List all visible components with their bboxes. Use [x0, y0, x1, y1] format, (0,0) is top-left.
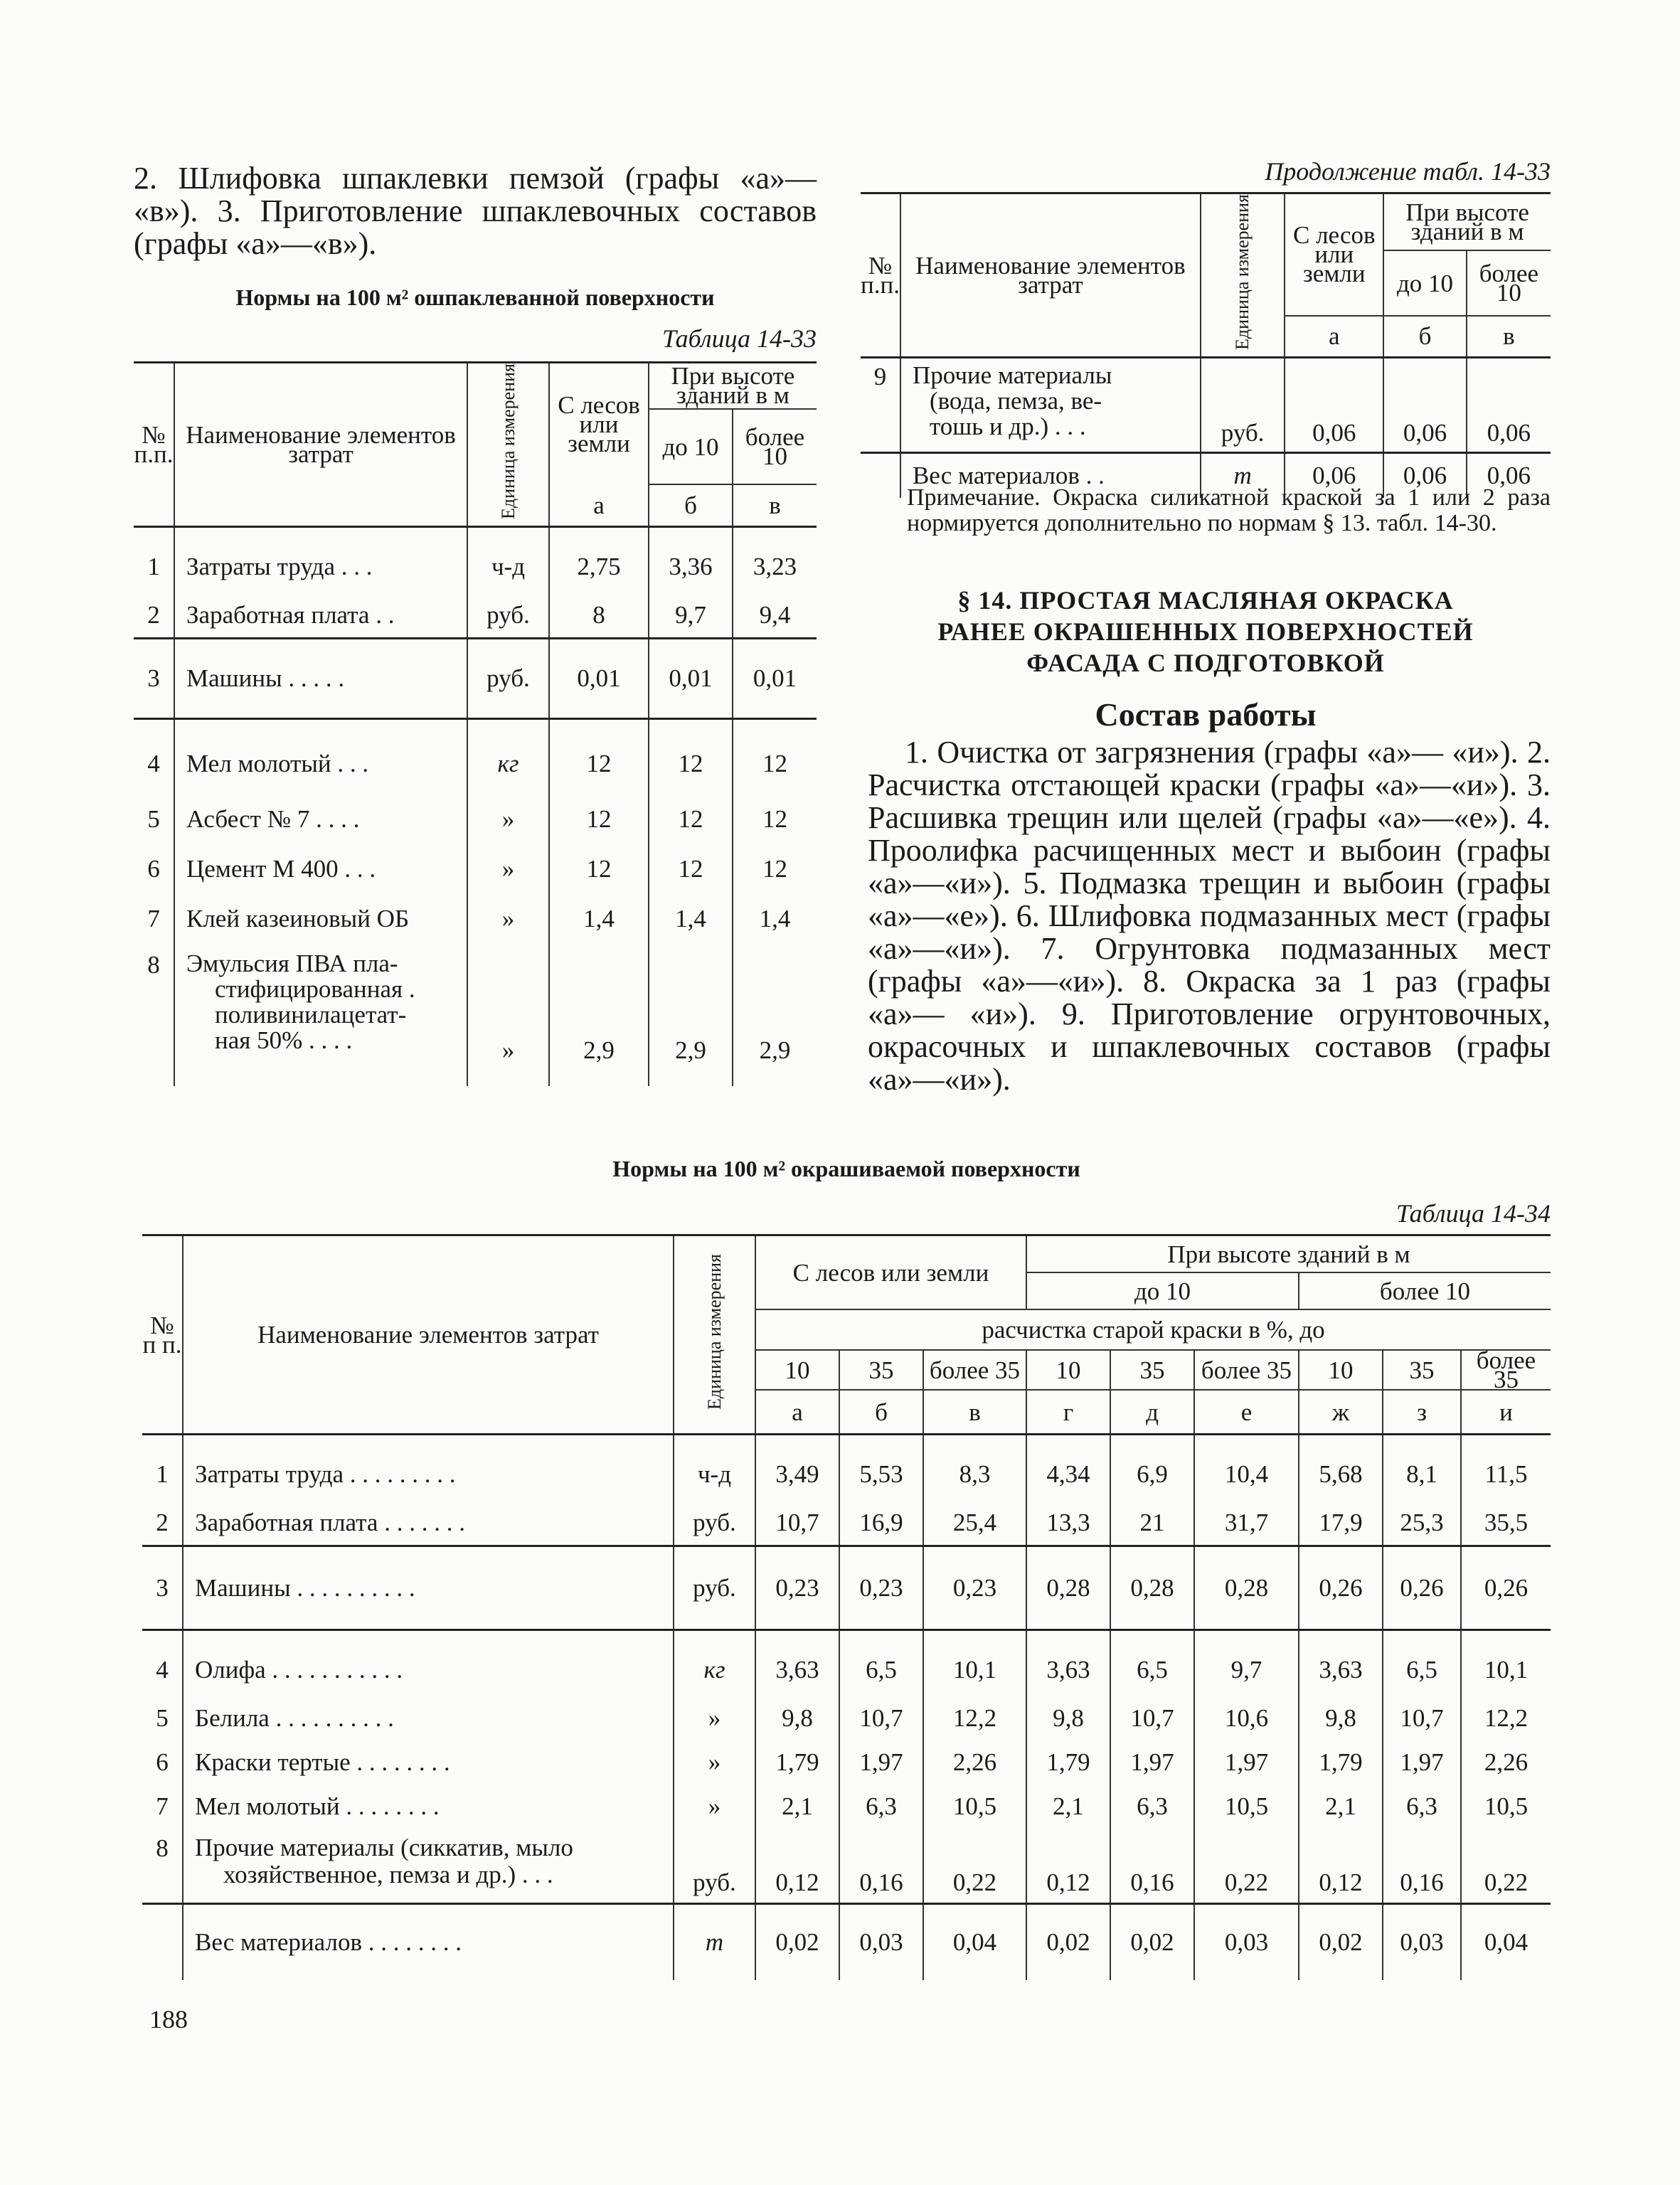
t34-head-unit: Единица измерения	[703, 1253, 725, 1410]
t34-row-name: Мел молотый . . . . . . . .	[183, 1785, 674, 1829]
t34-row-value: 10,5	[1484, 1792, 1529, 1820]
t33-caption: Нормы на 100 м² ошпаклеванной поверхности	[235, 285, 715, 310]
t33-r1-unit: ч-д	[467, 526, 549, 593]
t34-row-value: 25,3	[1383, 1501, 1461, 1546]
t34-row-value: 1,97	[1194, 1740, 1299, 1785]
t34-row-value: 3,63	[1026, 1630, 1110, 1697]
t33-r3-name: Машины . . . . .	[174, 638, 467, 718]
t34-row-name: Заработная плата . . . . . . .	[183, 1501, 674, 1546]
t34-row-value: 1,97	[1110, 1740, 1194, 1785]
t34-weight-value: 0,04	[1484, 1928, 1529, 1956]
t33-r5-v: 12	[762, 804, 787, 833]
t33-r4-v: 12	[762, 750, 787, 778]
t34-row8-line1: Прочие материалы (сиккатив, мыло	[195, 1834, 573, 1861]
t34-row-unit: руб.	[674, 1829, 755, 1904]
t33-r8-line1: Эмульсия ПВА пла-	[186, 949, 398, 977]
t33c-r9-n: 9	[861, 357, 900, 452]
table-row	[142, 1501, 1551, 1546]
t33-r5-b: 12	[649, 794, 733, 844]
intro-text: 2. Шлифовка шпаклевки пемзой (графы «а»— «в»). 3. Приготовление шпаклевочных составов (графы «а»—«в»).	[134, 161, 817, 261]
t34-weight-value: 0,02	[1110, 1904, 1194, 1981]
t33-r8-a: 2,9	[549, 944, 649, 1086]
t34-caption: Нормы на 100 м² окрашиваемой поверхности	[612, 1156, 1080, 1181]
t33-r7-n: 7	[134, 894, 174, 944]
t33c-head-unit: Единица измерения	[1232, 194, 1253, 350]
table-row	[134, 526, 817, 593]
t34-row-value: 10,5	[923, 1785, 1026, 1829]
t34-row-value: 6,3	[839, 1785, 923, 1829]
t34-row-value: 8,1	[1383, 1435, 1461, 1501]
t34-row-unit: »	[674, 1696, 755, 1740]
t33-r3-unit: руб.	[467, 638, 549, 718]
t33-r7-a: 1,4	[549, 894, 649, 944]
t34-row-value: 10,7	[1383, 1696, 1461, 1740]
t33-r6-a: 12	[549, 844, 649, 894]
t34-row-number: 1	[142, 1435, 183, 1501]
t33-r1-b: 3,36	[649, 526, 733, 593]
t34-row-value: 0,22	[923, 1829, 1026, 1904]
t33c-head-name: Наименование элементов затрат	[900, 193, 1201, 358]
t33c-r9-line3: тошь и др.) . . .	[929, 412, 1086, 440]
t33-head-height: При высоте зданий в м	[649, 363, 817, 409]
table-row	[134, 718, 817, 794]
t33-head-ground: С лесов или земли	[549, 363, 649, 485]
table-row	[142, 1630, 1551, 1697]
t33-r5-name: Асбест № 7 . . . .	[174, 794, 467, 844]
t34-row-name: Белила . . . . . . . . . .	[183, 1696, 674, 1740]
t34-row-unit: руб.	[674, 1501, 755, 1546]
t34-row-number: 6	[142, 1740, 183, 1785]
t34-row-value: 5,68	[1299, 1435, 1383, 1501]
t34-row-unit: руб.	[674, 1546, 755, 1630]
t34-row-value: 3,63	[755, 1630, 839, 1697]
t34-weight-unit: т	[674, 1904, 755, 1981]
section-subtitle: Состав работы	[1095, 696, 1317, 733]
t34-head-clean: расчистка старой краски в %, до	[755, 1309, 1551, 1350]
t33-r7-v: 1,4	[759, 904, 791, 932]
t34-row-value: 10,1	[923, 1630, 1026, 1697]
t34-row-number: 7	[142, 1785, 183, 1829]
t33c-weight-v: 0,06	[1487, 461, 1531, 489]
section-title	[861, 585, 1551, 679]
t33c-r9-unit: руб.	[1201, 357, 1285, 452]
t34-row-value: 6,5	[1383, 1630, 1461, 1697]
t34-row-value: 1,97	[839, 1740, 923, 1785]
t33-r2-unit: руб.	[467, 593, 549, 639]
t33c-r9-v: 0,06	[1487, 418, 1531, 447]
table-14-33-cont	[861, 192, 1551, 498]
t34-row-value: 6,5	[839, 1630, 923, 1697]
t33-r4-name: Мел молотый . . .	[174, 718, 467, 794]
t33-r8-n: 8	[134, 944, 174, 1086]
t33-head-upto: до 10	[649, 409, 733, 485]
t33-r2-v: 9,4	[759, 600, 791, 629]
t34-head-p1: 10	[755, 1350, 839, 1390]
t34-head-p4: 10	[1026, 1350, 1110, 1390]
t34-head-l5: д	[1110, 1390, 1194, 1435]
t34-row-value: 1,79	[1299, 1740, 1383, 1785]
t34-head-height: При высоте зданий в м	[1026, 1235, 1551, 1273]
t34-row-value: 13,3	[1026, 1501, 1110, 1546]
t34-row-value: 0,23	[755, 1546, 839, 1630]
t34-head-p3: более 35	[923, 1350, 1026, 1390]
t33-head-b: б	[649, 484, 733, 526]
t34-row-number: 5	[142, 1696, 183, 1740]
t34-weight-value: 0,03	[839, 1904, 923, 1981]
t33c-head-a: а	[1285, 316, 1383, 358]
t33-r8-b: 2,9	[649, 944, 733, 1086]
t34-row-value: 6,3	[1110, 1785, 1194, 1829]
t34-row-value: 17,9	[1299, 1501, 1383, 1546]
t34-row-value: 2,26	[923, 1740, 1026, 1785]
t33-r3-n: 3	[134, 638, 174, 718]
t33-label: Таблица 14-33	[661, 324, 817, 353]
t33c-head-b: б	[1383, 316, 1467, 358]
t34-row-value: 0,16	[1383, 1829, 1461, 1904]
section-text: 1. Очистка от загрязнения (графы «а»— «и»). 2. Расчистка отстающей краски (графы «а»—«и»). 3. Расшивка трещин или щелей (графы «а»—«е»). 4. Проолифка расчищенных мест и выбоин (графы «а»—«и»). 5. Подмазка трещин и выбоин (графы «а»—«е»). 6. Шлифовка подмазанных мест (графы «а»—«и»). 7. Огрунтовка подмазанных мест (графы «а»—«и»). 8. Окраска за 1 раз (графы «а»— «и»). 9. Приготовление огрунтовочных, окрасочных и шпаклевочных составов (графы «а»—«и»).	[868, 735, 1551, 1097]
t33c-r9-b: 0,06	[1383, 357, 1467, 452]
t33c-weight-a: 0,06	[1285, 452, 1383, 498]
table-row	[142, 1829, 1551, 1904]
t34-row-value: 3,63	[1299, 1630, 1383, 1697]
t34-row-unit: ч-д	[674, 1435, 755, 1501]
t33-r1-v: 3,23	[753, 552, 797, 580]
t34-head-l3: в	[923, 1390, 1026, 1435]
t33-r3-b: 0,01	[649, 638, 733, 718]
t34-row-name: Олифа . . . . . . . . . . .	[183, 1630, 674, 1697]
table-row	[134, 638, 817, 718]
t34-row-unit: кг	[674, 1630, 755, 1697]
t34-row-value: 10,7	[755, 1501, 839, 1546]
t34-row-value: 10,7	[839, 1696, 923, 1740]
t34-row-value: 0,26	[1299, 1546, 1383, 1630]
t34-row-value: 2,1	[1299, 1785, 1383, 1829]
t34-row-value: 0,22	[1484, 1868, 1529, 1896]
t33-r2-n: 2	[134, 593, 174, 639]
t33-r4-a: 12	[549, 718, 649, 794]
t34-row8-line2: хозяйственное, пемза и др.) . . .	[223, 1861, 553, 1888]
t34-row-value: 10,4	[1194, 1435, 1299, 1501]
t34-row-value: 0,26	[1383, 1546, 1461, 1630]
t34-row-value: 3,49	[755, 1435, 839, 1501]
t33-r1-name: Затраты труда . . .	[174, 526, 467, 593]
t34-row-value: 9,8	[1026, 1696, 1110, 1740]
t33-head-v: в	[769, 491, 781, 520]
t33c-head-over: более 10	[1467, 250, 1551, 315]
t34-weight-name: Вес материалов . . . . . . . .	[183, 1904, 674, 1981]
table-row	[142, 1546, 1551, 1630]
t34-head-l9: и	[1499, 1398, 1513, 1426]
t34-row-value: 0,12	[755, 1829, 839, 1904]
table-14-34	[142, 1234, 1551, 1980]
t34-row-value: 31,7	[1194, 1501, 1299, 1546]
t34-row-value: 10,1	[1484, 1656, 1529, 1684]
t34-row-value: 12,2	[923, 1696, 1026, 1740]
t34-head-p8: 35	[1383, 1350, 1461, 1390]
t34-row-value: 0,12	[1299, 1829, 1383, 1904]
t34-row-value: 0,28	[1194, 1546, 1299, 1630]
t34-weight-value: 0,04	[923, 1904, 1026, 1981]
t33c-weight-name: Вес материалов . .	[900, 452, 1201, 498]
table-row	[134, 794, 817, 844]
t34-label: Таблица 14-34	[1395, 1199, 1551, 1228]
t33-head-over: более 10	[733, 409, 817, 485]
t33c-r9-line2: (вода, пемза, ве-	[929, 386, 1102, 415]
t33-r2-name: Заработная плата . .	[174, 593, 467, 639]
t34-row-value: 0,28	[1026, 1546, 1110, 1630]
table-row	[142, 1785, 1551, 1829]
t33-r4-b: 12	[649, 718, 733, 794]
t33-r4-n: 4	[134, 718, 174, 794]
t34-head-l8: з	[1383, 1390, 1461, 1435]
t34-row-name: Затраты труда . . . . . . . . .	[183, 1435, 674, 1501]
t34-row-value: 25,4	[923, 1501, 1026, 1546]
t33-r8-v: 2,9	[759, 1036, 791, 1064]
t34-weight-value: 0,02	[755, 1904, 839, 1981]
t34-weight-value: 0,02	[1026, 1904, 1110, 1981]
t34-head-l4: г	[1026, 1390, 1110, 1435]
table-row	[134, 944, 817, 1086]
t34-head-p9: более 35	[1461, 1350, 1551, 1390]
t33c-r9-line1: Прочие материалы	[912, 361, 1112, 389]
page-number: 188	[149, 2005, 188, 2034]
t34-row-unit: »	[674, 1740, 755, 1785]
t34-row-value: 1,79	[755, 1740, 839, 1785]
t34-head-no: № п п.	[142, 1235, 183, 1435]
t34-row-value: 2,1	[1026, 1785, 1110, 1829]
table-row	[142, 1904, 1551, 1981]
t34-row-number: 8	[142, 1829, 183, 1904]
t34-head-p2: 35	[839, 1350, 923, 1390]
t33c-weight-unit: т	[1201, 452, 1285, 498]
t34-head-ground: С лесов или земли	[755, 1235, 1026, 1310]
t34-row-value: 0,16	[1110, 1829, 1194, 1904]
t34-row-value: 6,5	[1110, 1630, 1194, 1697]
t34-row-value: 8,3	[923, 1435, 1026, 1501]
t33-r6-unit: »	[467, 844, 549, 894]
t33c-head-no: № п.п.	[861, 193, 900, 358]
t33-r5-n: 5	[134, 794, 174, 844]
t33c-weight-b: 0,06	[1383, 452, 1467, 498]
t34-weight-value: 0,02	[1299, 1904, 1383, 1981]
t33c-head-v: в	[1503, 322, 1515, 351]
t34-row-value: 6,9	[1110, 1435, 1194, 1501]
t34-row-value: 10,6	[1194, 1696, 1299, 1740]
t34-row-value: 1,79	[1026, 1740, 1110, 1785]
t34-row-value: 10,7	[1110, 1696, 1194, 1740]
t33-r6-name: Цемент М 400 . . .	[174, 844, 467, 894]
t33-r8-line4: ная 50% . . . .	[215, 1026, 353, 1054]
t33c-head-height: При высоте зданий в м	[1383, 193, 1551, 251]
t33-r6-b: 12	[649, 844, 733, 894]
table-row	[861, 357, 1551, 452]
t34-head-l1: а	[755, 1390, 839, 1435]
t33-head-name: Наименование элементов затрат	[174, 363, 467, 527]
t34-head-l7: ж	[1299, 1390, 1383, 1435]
t34-row-value: 12,2	[1484, 1704, 1529, 1732]
t33-r6-n: 6	[134, 844, 174, 894]
t34-row-value: 1,97	[1383, 1740, 1461, 1785]
table-14-33	[134, 361, 817, 1086]
t34-head-l2: б	[839, 1390, 923, 1435]
t34-row-value: 2,1	[755, 1785, 839, 1829]
table-row	[134, 844, 817, 894]
t33-r3-a: 0,01	[549, 638, 649, 718]
section-title-line2: РАНЕЕ ОКРАШЕННЫХ ПОВЕРХНОСТЕЙ	[937, 617, 1474, 646]
t34-row-value: 9,8	[755, 1696, 839, 1740]
t34-row-value: 9,7	[1194, 1630, 1299, 1697]
t33-r8-line3: поливинилацетат-	[215, 1000, 407, 1028]
t34-row-value: 5,53	[839, 1435, 923, 1501]
table-row	[134, 894, 817, 944]
t34-row-name: Краски тертые . . . . . . . .	[183, 1740, 674, 1785]
t33-head-unit: Единица измерения	[497, 363, 519, 519]
t34-row-value: 2,26	[1484, 1748, 1529, 1776]
table-row	[142, 1435, 1551, 1501]
section-title-line3: ФАСАДА С ПОДГОТОВКОЙ	[1026, 649, 1385, 677]
t34-weight-value: 0,03	[1383, 1904, 1461, 1981]
t33-r4-unit: кг	[467, 718, 549, 794]
t34-row-value: 0,28	[1110, 1546, 1194, 1630]
t34-row-value: 16,9	[839, 1501, 923, 1546]
t33-r7-b: 1,4	[649, 894, 733, 944]
t33-r8-unit: »	[467, 944, 549, 1086]
t34-row-value: 0,23	[923, 1546, 1026, 1630]
t33c-label: Продолжение табл. 14-33	[1265, 157, 1551, 186]
t34-row-number: 4	[142, 1630, 183, 1697]
t34-row-value: 0,26	[1484, 1573, 1529, 1602]
t34-row-number: 3	[142, 1546, 183, 1630]
t33-r5-unit: »	[467, 794, 549, 844]
section-title-line1: § 14. ПРОСТАЯ МАСЛЯНАЯ ОКРАСКА	[957, 586, 1454, 615]
t34-row-value: 11,5	[1484, 1460, 1528, 1488]
t33c-r9-a: 0,06	[1285, 357, 1383, 452]
t34-row-value: 9,8	[1299, 1696, 1383, 1740]
t34-head-l6: е	[1194, 1390, 1299, 1435]
t34-head-p6: более 35	[1194, 1350, 1299, 1390]
t33-r7-name: Клей казеиновый ОБ	[174, 894, 467, 944]
t34-row-value: 21	[1110, 1501, 1194, 1546]
t33-r7-unit: »	[467, 894, 549, 944]
t34-row-unit: »	[674, 1785, 755, 1829]
t34-row-value: 0,16	[839, 1829, 923, 1904]
t33-r2-a: 8	[549, 593, 649, 639]
t33-r8-line2: стифицированная .	[215, 974, 415, 1003]
t34-row-value: 6,3	[1383, 1785, 1461, 1829]
t33c-note: Примечание. Окраска силикатной краской за 1 или 2 раза нормируется дополнительно по нормам § 13. табл. 14-30.	[907, 484, 1551, 536]
t34-weight-value: 0,03	[1194, 1904, 1299, 1981]
t34-row-number: 2	[142, 1501, 183, 1546]
t33-r3-v: 0,01	[753, 664, 797, 692]
t34-head-name: Наименование элементов затрат	[183, 1235, 674, 1435]
table-row	[142, 1696, 1551, 1740]
t34-row-value: 10,5	[1194, 1785, 1299, 1829]
t34-head-p5: 35	[1110, 1350, 1194, 1390]
table-row	[134, 593, 817, 639]
t34-row-value: 0,23	[839, 1546, 923, 1630]
t34-head-p7: 10	[1299, 1350, 1383, 1390]
t34-row-value: 4,34	[1026, 1435, 1110, 1501]
t34-head-upto: до 10	[1026, 1272, 1299, 1309]
t34-row-name: Машины . . . . . . . . . .	[183, 1546, 674, 1630]
t33-r5-a: 12	[549, 794, 649, 844]
t33-r6-v: 12	[762, 854, 787, 883]
t34-row-value: 35,5	[1484, 1509, 1529, 1536]
t33-r1-a: 2,75	[549, 526, 649, 593]
t33-head-no: № п.п.	[134, 363, 174, 527]
t34-head-over: более 10	[1299, 1272, 1551, 1309]
t33-r2-b: 9,7	[649, 593, 733, 639]
t34-row-value: 0,22	[1194, 1829, 1299, 1904]
t33c-head-upto: до 10	[1383, 250, 1467, 315]
t33c-head-ground: С лесов или земли	[1285, 193, 1383, 316]
t33-head-a: а	[549, 484, 649, 526]
table-row	[142, 1740, 1551, 1785]
t34-row-value: 0,12	[1026, 1829, 1110, 1904]
t33-r1-n: 1	[134, 526, 174, 593]
